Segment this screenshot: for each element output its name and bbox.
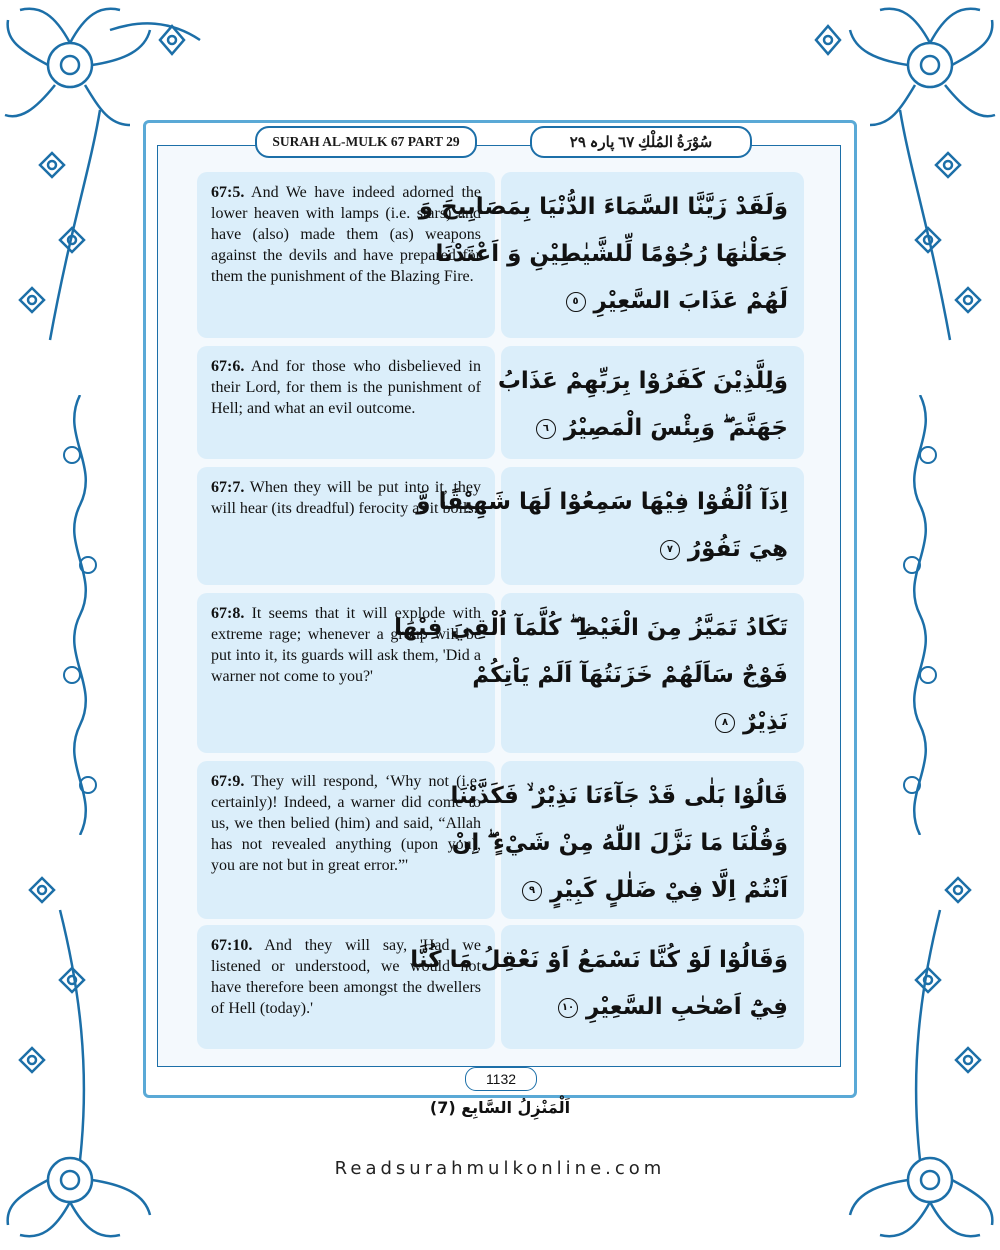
arabic-line: اَنْتُمْ اِلَّا فِيْ ضَلٰلٍ كَبِيْرٍ ٩ — [511, 867, 788, 914]
ayah-number-marker: ٨ — [715, 713, 735, 733]
verse-ref: 67:7. — [211, 479, 245, 496]
arabic-line: جَهَنَّمَ ۖ وَبِئْسَ الْمَصِيْرُ ٦ — [511, 405, 788, 452]
arabic-line: وَلَقَدْ زَيَّنَّا السَّمَاءَ الدُّنْيَا بِمَصَابِيحَ وَ — [418, 194, 788, 220]
verse-ref: 67:8. — [211, 605, 245, 622]
arabic-line: جَعَلْنٰهَا رُجُوْمًا لِّلشَّيٰطِيْنِ وَ اَعْتَدْنَا — [435, 241, 788, 267]
verse-arabic — [394, 593, 804, 753]
side-swirl-left — [50, 395, 110, 835]
ayah-number-marker: ٧ — [660, 540, 680, 560]
header-surah-arabic: سُوْرَةُ المُلْكِ ٦٧ پارہ ٢٩ — [530, 126, 752, 158]
verse-arabic — [497, 346, 804, 459]
verse-english: And for those who disbelieved in their Lord, for them is the punishment of Hell; and what an evil outcome. — [211, 358, 481, 417]
arabic-line: وَقَالُوْا لَوْ كُنَّا نَسْمَعُ اَوْ نَعْقِلُ مَا كُنَّا — [410, 947, 788, 973]
verse-arabic — [418, 172, 804, 338]
ayah-number-marker: ٩ — [522, 881, 542, 901]
verse-row-6 — [197, 346, 804, 459]
verse-ref: 67:5. — [211, 184, 245, 201]
verse-arabic — [410, 925, 804, 1049]
verse-row-8 — [197, 593, 804, 753]
verse-ref: 67:6. — [211, 358, 245, 375]
verse-row-10 — [197, 925, 804, 1049]
website-link[interactable]: Readsurahmulkonline.com — [334, 1158, 666, 1179]
ayah-number-marker: ٥ — [566, 292, 586, 312]
arabic-line: اِذَآ اُلْقُوْا فِيْهَا سَمِعُوْا لَهَا شَهِيْقًا وَّ — [416, 489, 788, 515]
arabic-line: وَلِلَّذِيْنَ كَفَرُوْا بِرَبِّهِمْ عَذَابُ — [497, 368, 788, 394]
verse-arabic — [450, 761, 804, 919]
verse-english: It seems that it will explode with extreme rage; whenever a group will be put into it, its guards will ask them, 'Did a warner not come to you?' — [211, 605, 481, 685]
verse-row-7 — [197, 467, 804, 585]
page-number: 1132 — [465, 1067, 537, 1091]
verse-ref: 67:10. — [211, 937, 253, 954]
verse-ref: 67:9. — [211, 773, 245, 790]
verse-arabic — [416, 467, 804, 585]
arabic-line: تَكَادُ تَمَيَّزُ مِنَ الْغَيْظِ ۖ كُلَّمَآ اُلْقِيَ فِيْهَا — [394, 615, 788, 641]
arabic-line: فِيْٓ اَصْحٰبِ السَّعِيْرِ ١٠ — [511, 984, 788, 1031]
verse-english: And We have indeed adorned the lower heaven with lamps (i.e. stars) and have (also) made them (as) weapons against the devils and have prepared for them the punishment of the Blazing Fire. — [211, 184, 481, 285]
verse-english: And they will say, 'Had we listened or understood, we would not have therefore been amongst the dwellers of Hell (today).' — [211, 937, 481, 1017]
arabic-line: قَالُوْا بَلٰى قَدْ جَآءَنَا نَذِيْرٌ ۙ فَكَذَّبْنَا — [450, 783, 788, 809]
arabic-line: فَوْجٌ سَاَلَهُمْ خَزَنَتُهَآ اَلَمْ يَاْتِكُمْ — [472, 662, 788, 688]
ayah-number-marker: ٦ — [536, 419, 556, 439]
verse-english: When they will be put into it, they will hear (its dreadful) ferocity as it boils. — [211, 479, 481, 517]
verse-translation — [197, 346, 495, 459]
arabic-line: وَقُلْنَا مَا نَزَّلَ اللّٰهُ مِنْ شَيْءٍ ۖ اِنْ — [451, 830, 788, 856]
side-swirl-right — [890, 395, 950, 835]
manzil-label: اَلْمَنْزِلُ السَّابِع (7) — [429, 1098, 571, 1117]
arabic-line: نَذِيْرٌ ٨ — [511, 699, 788, 746]
arabic-line: هِيَ تَفُوْرُ ٧ — [511, 526, 788, 573]
arabic-line: لَهُمْ عَذَابَ السَّعِيْرِ ٥ — [511, 278, 788, 325]
ayah-number-marker: ١٠ — [558, 998, 578, 1018]
verse-row-9 — [197, 761, 804, 919]
verse-english: They will respond, ‘Why not (i.e. certainly)! Indeed, a warner did come to us, we then belied (him) and said, “Allah has not revealed anything (upon you), you are not but in great error.”' — [211, 773, 481, 874]
header-surah-english: SURAH AL-MULK 67 PART 29 — [255, 126, 477, 158]
verse-row-5 — [197, 172, 804, 338]
